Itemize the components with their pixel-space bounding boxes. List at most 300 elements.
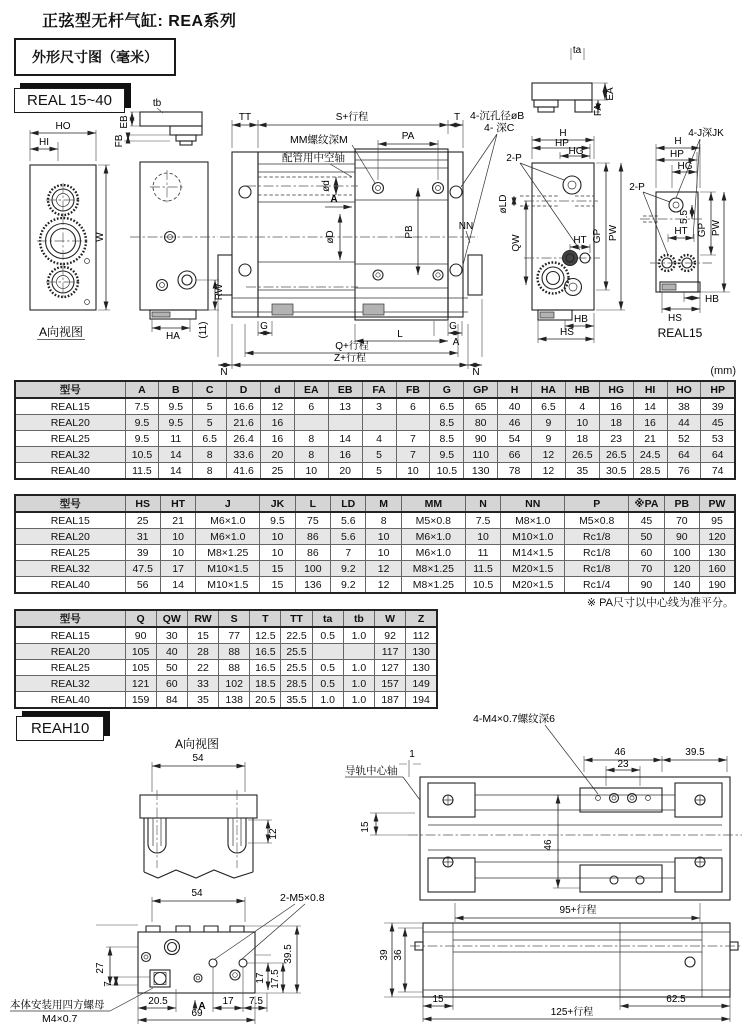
value-cell: 92 (375, 627, 406, 644)
column-header: FB (396, 381, 430, 398)
reah-dim-7: 7 (103, 981, 114, 987)
value-cell: 14 (159, 463, 193, 480)
value-cell: 60 (629, 545, 664, 561)
value-cell: M6×1.0 (401, 545, 465, 561)
column-header: L (295, 495, 330, 512)
column-header: H (498, 381, 532, 398)
rea-dimension-drawing (0, 40, 750, 378)
value-cell: 30 (156, 627, 187, 644)
reah-note-4m4: 4-M4×0.7螺纹深6 (473, 713, 555, 725)
value-cell: 86 (295, 529, 330, 545)
note-cbore-2: 4- 深C (484, 122, 515, 134)
value-cell: 12 (366, 561, 401, 577)
column-header: ※PA (629, 495, 664, 512)
column-header: PW (700, 495, 735, 512)
value-cell: 76 (667, 463, 701, 480)
reah-view-a-caption: A向视图 (174, 737, 220, 751)
value-cell: M20×1.5 (501, 577, 565, 594)
column-header: ta (312, 610, 343, 627)
value-cell: 39 (701, 398, 735, 415)
value-cell: 11.5 (465, 561, 500, 577)
value-cell: 12 (261, 398, 295, 415)
value-cell: 31 (125, 529, 160, 545)
value-cell: 41.6 (227, 463, 261, 480)
value-cell: 6 (294, 398, 328, 415)
value-cell: 5 (362, 447, 396, 463)
value-cell: 190 (700, 577, 735, 594)
value-cell: 12.5 (250, 627, 281, 644)
model-cell: REAL15 (15, 627, 125, 644)
section-label-outline-dimensions: 外形尺寸图（毫米） (14, 38, 176, 76)
value-cell: 10.5 (125, 447, 159, 463)
dim-label-z-stroke: Z+行程 (334, 353, 366, 364)
reah-dim-36: 36 (393, 949, 404, 961)
model-cell: REAL25 (15, 431, 125, 447)
dim-label-ho: HO (55, 121, 71, 132)
value-cell: M10×1.5 (196, 561, 260, 577)
table-row (15, 545, 735, 561)
dim-label-fa: FA (593, 103, 604, 117)
model-cell: REAL32 (15, 447, 125, 463)
value-cell: 25.5 (281, 660, 312, 676)
dim-label-hb2: HB (705, 294, 719, 305)
dim-label-eb: EB (119, 115, 130, 129)
value-cell: 20.5 (250, 692, 281, 709)
reah-view-front (10, 888, 325, 1025)
value-cell: 102 (219, 676, 250, 692)
value-cell: 8 (294, 447, 328, 463)
value-cell: 16 (633, 415, 667, 431)
value-cell: 187 (375, 692, 406, 709)
value-cell: 11.5 (125, 463, 159, 480)
reah-view-plan (345, 712, 742, 922)
column-header: G (430, 381, 464, 398)
table-row (15, 660, 437, 676)
value-cell: 64 (667, 447, 701, 463)
reah-dim-54-bot: 54 (191, 888, 203, 899)
value-cell: 11 (465, 545, 500, 561)
value-cell: 75 (295, 512, 330, 529)
column-header: 型号 (15, 495, 125, 512)
table-row (15, 561, 735, 577)
value-cell: 50 (156, 660, 187, 676)
dim-label-hg1: HG (568, 146, 584, 157)
column-header: FA (362, 381, 396, 398)
rea-view-side-profile (114, 98, 225, 342)
reah-dim-46: 46 (614, 747, 626, 758)
model-cell: REAL25 (15, 545, 125, 561)
value-cell: 1.0 (343, 660, 374, 676)
dim-label-a-dir: A (330, 194, 338, 205)
value-cell: 3 (362, 398, 396, 415)
column-header: MM (401, 495, 465, 512)
model-cell: REAL40 (15, 577, 125, 594)
value-cell: Rc1/8 (565, 529, 629, 545)
reah-dim-39: 39 (379, 949, 390, 961)
column-header: Q (125, 610, 156, 627)
value-cell: 45 (701, 415, 735, 431)
value-cell: 100 (295, 561, 330, 577)
value-cell: 35 (565, 463, 599, 480)
value-cell: 70 (664, 512, 699, 529)
value-cell: 6.5 (532, 398, 566, 415)
dim-label-tb: tb (152, 98, 162, 109)
value-cell: 16 (599, 398, 633, 415)
value-cell: 10 (366, 545, 401, 561)
model-cell: REAL40 (15, 463, 125, 480)
value-cell: 90 (664, 529, 699, 545)
value-cell: Rc1/4 (565, 577, 629, 594)
reah-view-side (379, 923, 742, 1022)
dim-label-gp2: GP (697, 222, 708, 238)
dim-label-2p-b: 2-P (629, 182, 645, 193)
value-cell: 6.5 (193, 431, 227, 447)
value-cell: 5.6 (331, 512, 366, 529)
column-header: 型号 (15, 610, 125, 627)
reah-dim-125-stroke: 125+行程 (550, 1007, 594, 1018)
value-cell: 130 (464, 463, 498, 480)
value-cell: 10 (565, 415, 599, 431)
dim-label-h1: H (559, 128, 567, 139)
value-cell: 5 (193, 398, 227, 415)
value-cell: 47.5 (125, 561, 160, 577)
dim-label-ta: ta (572, 45, 582, 56)
table-row (15, 627, 437, 644)
column-header: HO (667, 381, 701, 398)
dim-label-hs1: HS (560, 327, 574, 338)
value-cell: 28.5 (281, 676, 312, 692)
reah-dim-46v: 46 (543, 839, 554, 851)
value-cell: 16.5 (250, 660, 281, 676)
column-header: GP (464, 381, 498, 398)
dim-label-q-stroke: Q+行程 (335, 341, 369, 352)
value-cell: 0.5 (312, 660, 343, 676)
value-cell: 10 (160, 545, 195, 561)
value-cell: 136 (295, 577, 330, 594)
value-cell: 1.0 (343, 692, 374, 709)
value-cell (343, 644, 374, 660)
value-cell: 90 (464, 431, 498, 447)
value-cell: 9.5 (430, 447, 464, 463)
value-cell: 7 (396, 447, 430, 463)
value-cell: 5 (193, 415, 227, 431)
value-cell: 50 (629, 529, 664, 545)
reah-dim-20-5: 20.5 (148, 996, 168, 1007)
value-cell: 25 (261, 463, 295, 480)
value-cell: 21.6 (227, 415, 261, 431)
value-cell: 12 (532, 463, 566, 480)
value-cell: 5.6 (331, 529, 366, 545)
value-cell: 10.5 (430, 463, 464, 480)
column-header: tb (343, 610, 374, 627)
reah-note-nut-2: M4×0.7 (42, 1013, 78, 1025)
column-header: P (565, 495, 629, 512)
reah-dim-17: 17 (222, 996, 234, 1007)
value-cell: 16 (328, 447, 362, 463)
table-row (15, 398, 735, 415)
column-header: EA (294, 381, 328, 398)
column-header: TT (281, 610, 312, 627)
value-cell: 21 (633, 431, 667, 447)
value-cell: 10.5 (465, 577, 500, 594)
table-row (15, 463, 735, 480)
value-cell: 15 (187, 627, 218, 644)
dim-label-n-right: N (472, 367, 480, 378)
value-cell: 23 (599, 431, 633, 447)
reah-dim-69: 69 (191, 1008, 203, 1019)
value-cell: 9.5 (260, 512, 295, 529)
note-cbore-1: 4-沉孔径øB (470, 110, 525, 122)
value-cell: 16.5 (250, 644, 281, 660)
value-cell: 130 (406, 644, 437, 660)
value-cell: 7.5 (465, 512, 500, 529)
value-cell: 130 (700, 545, 735, 561)
value-cell: M5×0.8 (401, 512, 465, 529)
value-cell: 8 (193, 463, 227, 480)
model-cell: REAL20 (15, 644, 125, 660)
value-cell: 16 (261, 431, 295, 447)
reah-dim-39-5b: 39.5 (283, 944, 294, 964)
value-cell: 64 (701, 447, 735, 463)
value-cell (362, 415, 396, 431)
value-cell: 12 (366, 577, 401, 594)
table-row (15, 644, 437, 660)
dim-label-od-small: ød (321, 180, 332, 192)
value-cell: 7 (331, 545, 366, 561)
value-cell: 194 (406, 692, 437, 709)
value-cell: 24.5 (633, 447, 667, 463)
column-header: A (125, 381, 159, 398)
value-cell: 39 (125, 545, 160, 561)
column-header: M (366, 495, 401, 512)
dim-label-pa: PA (401, 131, 415, 142)
dim-label-pw2: PW (711, 219, 722, 237)
table-row (15, 415, 735, 431)
value-cell: 70 (629, 561, 664, 577)
value-cell: M8×1.25 (401, 577, 465, 594)
value-cell: 54 (498, 431, 532, 447)
value-cell: 18.5 (250, 676, 281, 692)
dim-label-tt: TT (238, 112, 252, 123)
value-cell: 8.5 (430, 431, 464, 447)
value-cell: 127 (375, 660, 406, 676)
reah10-dimension-drawing (0, 700, 750, 1035)
value-cell: 6 (396, 398, 430, 415)
note-hollow-shaft: 配管用中空轴 (282, 152, 345, 164)
value-cell: 86 (295, 545, 330, 561)
value-cell: M8×1.25 (401, 561, 465, 577)
dim-label-hp2: HP (670, 149, 684, 160)
dim-label-w: W (95, 232, 106, 242)
value-cell: 13 (328, 398, 362, 415)
column-header: NN (501, 495, 565, 512)
column-header: HI (633, 381, 667, 398)
model-cell: REAL40 (15, 692, 125, 709)
value-cell: 66 (498, 447, 532, 463)
value-cell: 11 (159, 431, 193, 447)
value-cell: 88 (219, 660, 250, 676)
value-cell: 10 (160, 529, 195, 545)
value-cell: 7.5 (125, 398, 159, 415)
value-cell: 1.0 (312, 692, 343, 709)
value-cell: M5×0.8 (565, 512, 629, 529)
value-cell: 1.0 (343, 627, 374, 644)
value-cell: 78 (498, 463, 532, 480)
value-cell: 90 (125, 627, 156, 644)
dim-label-pb: PB (404, 225, 415, 239)
value-cell: 15 (260, 577, 295, 594)
column-header: RW (187, 610, 218, 627)
value-cell: 46 (498, 415, 532, 431)
value-cell (294, 415, 328, 431)
reah-dim-15a: 15 (360, 821, 371, 833)
model-cell: REAL20 (15, 529, 125, 545)
value-cell: 40 (498, 398, 532, 415)
unit-note: (mm) (710, 365, 736, 377)
value-cell: M6×1.0 (196, 529, 260, 545)
value-cell: 157 (375, 676, 406, 692)
model-cell: REAL25 (15, 660, 125, 676)
rea-view-end (458, 45, 625, 343)
model-cell: REAL15 (15, 398, 125, 415)
column-header: D (227, 381, 261, 398)
value-cell: 16 (261, 415, 295, 431)
value-cell: 1.0 (343, 676, 374, 692)
value-cell: 9.2 (331, 561, 366, 577)
value-cell: 9 (532, 415, 566, 431)
dimension-table-1 (14, 380, 736, 480)
table-row (15, 676, 437, 692)
reah-note-2m5: 2-M5×0.8 (280, 892, 325, 904)
dim-label-nn: NN (458, 221, 474, 232)
value-cell: 88 (219, 644, 250, 660)
dim-label-g-left: G (260, 321, 268, 332)
value-cell: M20×1.5 (501, 561, 565, 577)
value-cell: 14 (633, 398, 667, 415)
value-cell: 149 (406, 676, 437, 692)
real15-caption: REAL15 (657, 326, 703, 340)
reah-note-nut-1: 本体安装用四方螺母 (10, 999, 105, 1011)
value-cell: 105 (125, 660, 156, 676)
dim-label-ht2: HT (674, 226, 688, 237)
model-cell: REAL20 (15, 415, 125, 431)
value-cell: 9.2 (331, 577, 366, 594)
dim-label-t: T (453, 112, 461, 123)
table-row (15, 512, 735, 529)
reah-dim-54-top: 54 (192, 753, 204, 764)
value-cell: 9 (532, 431, 566, 447)
value-cell: 8 (193, 447, 227, 463)
dim-label-hb1: HB (574, 314, 588, 325)
dim-label-2p-a: 2-P (506, 153, 522, 164)
column-header: PB (664, 495, 699, 512)
value-cell: 4 (565, 398, 599, 415)
reah-a-mark: A (198, 1001, 206, 1012)
value-cell: 26.5 (565, 447, 599, 463)
dim-label-g-right: G (449, 321, 457, 332)
value-cell: 74 (701, 463, 735, 480)
value-cell: 26.4 (227, 431, 261, 447)
column-header: d (261, 381, 295, 398)
value-cell: 38 (667, 398, 701, 415)
value-cell: 20 (328, 463, 362, 480)
header-row (15, 610, 437, 627)
dim-label-fb: FB (114, 134, 125, 148)
dim-label-old: øLD (498, 194, 509, 214)
value-cell: 140 (664, 577, 699, 594)
column-header: W (375, 610, 406, 627)
model-cell: REAL32 (15, 561, 125, 577)
column-header: HT (160, 495, 195, 512)
value-cell: 25 (125, 512, 160, 529)
value-cell: 110 (464, 447, 498, 463)
dimension-table-2 (14, 494, 736, 594)
series-label-real15-40: REAL 15~40 (14, 88, 125, 113)
column-header: HP (701, 381, 735, 398)
value-cell: 6.5 (430, 398, 464, 415)
value-cell: 4 (362, 431, 396, 447)
value-cell: 10 (366, 529, 401, 545)
value-cell: 0.5 (312, 676, 343, 692)
column-header: C (193, 381, 227, 398)
column-header: N (465, 495, 500, 512)
dimension-table-3 (14, 609, 438, 709)
dim-label-od-big: øD (325, 230, 336, 244)
value-cell: 130 (406, 660, 437, 676)
value-cell: 12 (532, 447, 566, 463)
value-cell: 22 (187, 660, 218, 676)
column-header: JK (260, 495, 295, 512)
value-cell: 25.5 (281, 644, 312, 660)
value-cell: 28.5 (633, 463, 667, 480)
value-cell: 14 (159, 447, 193, 463)
reah-dim-62-5: 62.5 (666, 994, 686, 1005)
value-cell: 160 (700, 561, 735, 577)
value-cell: 105 (125, 644, 156, 660)
value-cell: 8.5 (430, 415, 464, 431)
model-cell: REAL32 (15, 676, 125, 692)
column-header: J (196, 495, 260, 512)
value-cell (396, 415, 430, 431)
reah-dim-23: 23 (617, 759, 629, 770)
value-cell: 121 (125, 676, 156, 692)
value-cell: 28 (187, 644, 218, 660)
dim-label-n-left: N (220, 367, 228, 378)
reah-dim-27: 27 (95, 962, 106, 974)
value-cell: 35.5 (281, 692, 312, 709)
reah-dim-12: 12 (268, 828, 279, 840)
column-header: EB (328, 381, 362, 398)
column-header: QW (156, 610, 187, 627)
value-cell: 52 (667, 431, 701, 447)
reah-dim-7-5: 7.5 (249, 996, 263, 1007)
rea-view-main (218, 110, 482, 378)
reah-dim-1: 1 (409, 749, 415, 760)
value-cell: 8 (294, 431, 328, 447)
value-cell: 44 (667, 415, 701, 431)
reah-dim-95-stroke: 95+行程 (559, 905, 597, 916)
note-mm-thread: MM螺纹深M (290, 134, 348, 146)
table-row (15, 447, 735, 463)
note-jk: 4-J深JK (688, 128, 724, 139)
value-cell: 56 (125, 577, 160, 594)
header-row (15, 495, 735, 512)
value-cell: 40 (156, 644, 187, 660)
value-cell: 22.5 (281, 627, 312, 644)
table-abcd (14, 380, 736, 480)
header-row (15, 381, 735, 398)
column-header: LD (331, 495, 366, 512)
